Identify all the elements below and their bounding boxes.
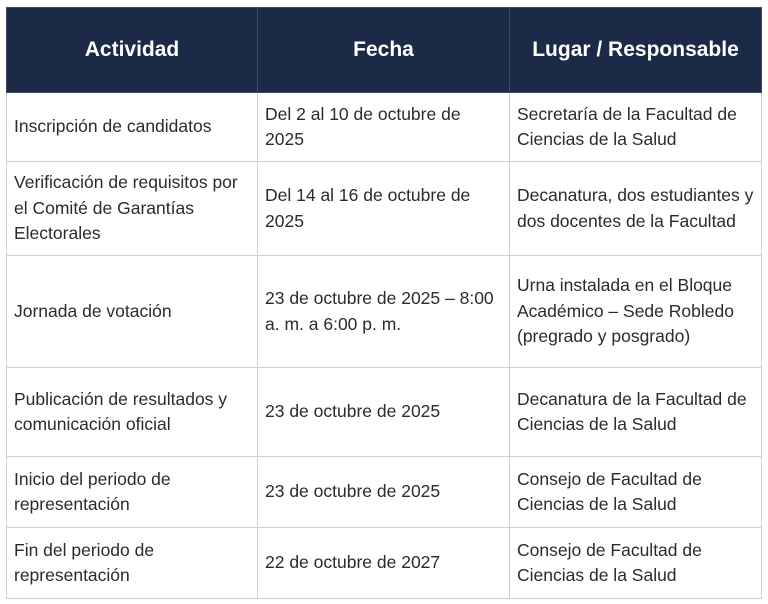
table-row [7, 528, 762, 599]
schedule-table [6, 7, 762, 599]
table-row [7, 368, 762, 457]
cell-actividad: Inicio del periodo de representación [7, 457, 258, 528]
cell-lugar: Secretaría de la Facultad de Ciencias de la Salud [510, 93, 762, 162]
cell-lugar: Consejo de Facultad de Ciencias de la Salud [510, 457, 762, 528]
cell-fecha: Del 2 al 10 de octubre de 2025 [258, 93, 510, 162]
cell-actividad: Inscripción de candidatos [7, 93, 258, 162]
cell-fecha: 22 de octubre de 2027 [258, 528, 510, 599]
table-header [7, 8, 762, 93]
cell-fecha: 23 de octubre de 2025 [258, 457, 510, 528]
header-fecha: Fecha [258, 8, 510, 93]
schedule-table-container [6, 7, 762, 599]
cell-fecha: 23 de octubre de 2025 [258, 368, 510, 457]
table-row [7, 256, 762, 368]
cell-lugar: Decanatura de la Facultad de Ciencias de la Salud [510, 368, 762, 457]
header-actividad: Actividad [7, 8, 258, 93]
cell-fecha: Del 14 al 16 de octubre de 2025 [258, 162, 510, 256]
cell-fecha: 23 de octubre de 2025 – 8:00 a. m. a 6:00 p. m. [258, 256, 510, 368]
cell-actividad: Jornada de votación [7, 256, 258, 368]
cell-lugar: Urna instalada en el Bloque Académico – Sede Robledo (pregrado y posgrado) [510, 256, 762, 368]
table-row [7, 93, 762, 162]
table-row [7, 457, 762, 528]
header-lugar-responsable: Lugar / Responsable [510, 8, 762, 93]
header-row [7, 8, 762, 93]
cell-actividad: Publicación de resultados y comunicación oficial [7, 368, 258, 457]
cell-actividad: Fin del periodo de representación [7, 528, 258, 599]
cell-actividad: Verificación de requisitos por el Comité de Garantías Electorales [7, 162, 258, 256]
table-body [7, 93, 762, 599]
table-row [7, 162, 762, 256]
cell-lugar: Consejo de Facultad de Ciencias de la Salud [510, 528, 762, 599]
cell-lugar: Decanatura, dos estudiantes y dos docentes de la Facultad [510, 162, 762, 256]
